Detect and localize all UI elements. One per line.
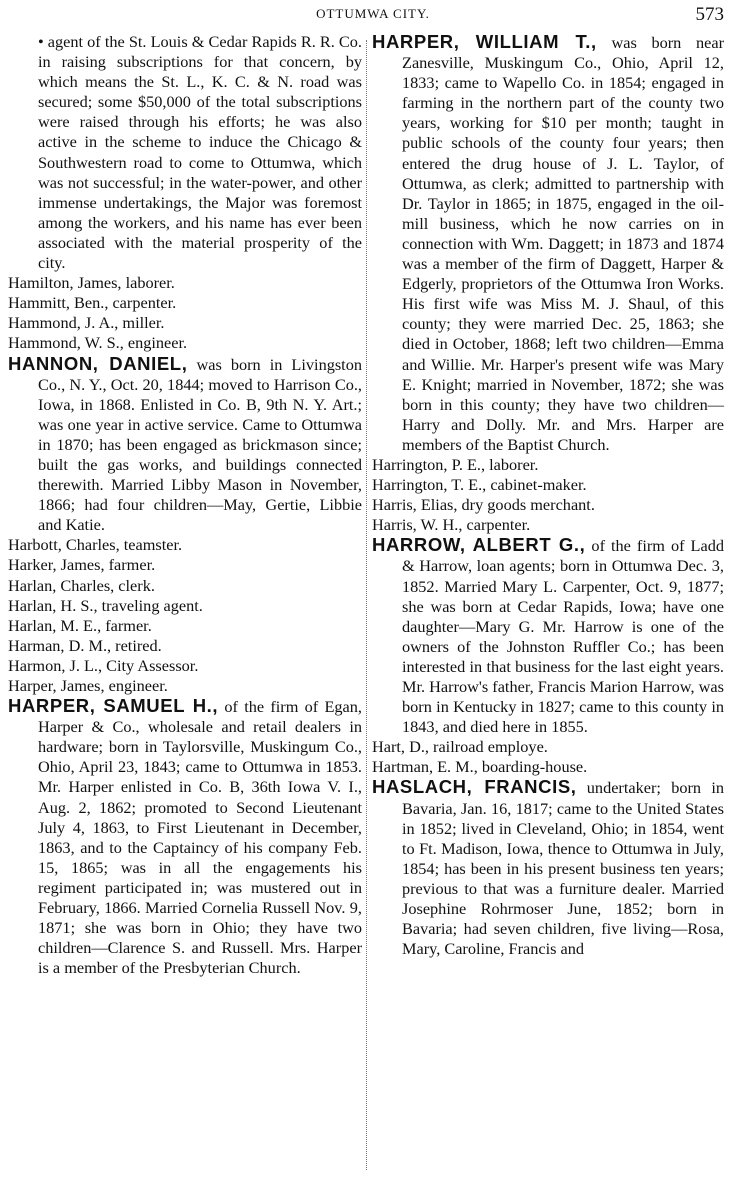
directory-entry: Harrington, T. E., cabinet-maker. [372, 475, 587, 495]
left-column [8, 32, 362, 978]
biography-text: of the firm of Ladd & Harrow, loan agents; born in Ottumwa Dec. 3, 1852. Married Mary L. Carpenter, Oct. 9, 1877; she was born at Cedar Rapids, Iowa; have one daughter—Mary G. Mr. Harrow is one of the owners of the Johnston Ruffler Co.; has been interested in that business for the last eight years. Mr. Harrow's father, Francis Marion Harrow, was born in Kentucky in 1827; came to this county in 1843, and died here in 1855. [402, 536, 725, 737]
directory-entry: Hartman, E. M., boarding-house. [372, 757, 588, 777]
biography-entry-harrow [372, 535, 724, 737]
biography-text: of the firm of Egan, Harper & Co., wholesale and retail dealers in hardware; born in Taylorsville, Muskingum Co., Ohio, April 23, 1843; came to Ottumwa in 1853. Mr. Harper enlisted in Co. B, 36th Iowa V. I., Aug. 2, 1862; promoted to Second Lieutenant July 4, 1863, to First Lieutenant in December, 1863, and to the Captaincy of his company Feb. 15, 1865; was in all the engagements his regiment participated in; was mustered out in February, 1866. Married Cornelia Russell Nov. 9, 1871; she was born in Ohio; they have two children—Clarence S. and Russell. Mrs. Harper is a member of the Presbyterian Church. [38, 697, 362, 978]
directory-entry: Harlan, M. E., farmer. [8, 615, 152, 635]
biography-text: undertaker; born in Bavaria, Jan. 16, 1817; came to the United States in 1852; lived in Cleveland, Ohio; in 1854, went to Ft. Madison, Iowa, thence to Ottumwa in July, 1854; has been in his present business ten years; previous to that was a furniture dealer. Married Josephine Rohrmoser June, 1852; born in Bavaria; had seven children, five living—Rosa, Mary, Caroline, Francis and [402, 778, 724, 959]
running-title: OTTUMWA CITY. [316, 6, 430, 21]
directory-entry: Hammitt, Ben., carpenter. [8, 293, 177, 313]
biography-entry-haslach [372, 777, 724, 959]
directory-entry: Harris, Elias, dry goods merchant. [372, 495, 595, 515]
directory-entry: Harlan, Charles, clerk. [8, 575, 155, 595]
biography-entry-hannon [8, 354, 362, 536]
directory-entry: Harrington, P. E., laborer. [372, 454, 539, 474]
biography-name: HARPER, SAMUEL H., [8, 695, 219, 717]
directory-entry: Hammond, W. S., engineer. [8, 333, 188, 353]
directory-entry: Hammond, J. A., miller. [8, 313, 165, 333]
column-divider [366, 40, 368, 1170]
directory-entry: Hamilton, James, laborer. [8, 273, 175, 293]
directory-entry: Hart, D., railroad employe. [372, 737, 548, 757]
biography-entry-harper-william [372, 32, 724, 455]
directory-entry: Harman, D. M., retired. [8, 635, 162, 655]
page-header [0, 4, 746, 26]
biography-name: HANNON, DANIEL, [8, 352, 188, 374]
biography-name: HARPER, WILLIAM T., [372, 31, 597, 52]
directory-entry: Harlan, H. S., traveling agent. [8, 595, 203, 615]
biography-text: was born in Livingston Co., N. Y., Oct. 20, 1844; moved to Harrison Co., Iowa, in 1868. Enlisted in Co. B, 9th N. Y. Art.; was one year in active service. Came to Ottumwa in 1870; has been engaged as brickmason since; built the gas works, and buildings connected therewith. Married Libby Mason in November, 1866; had four children—May, Gertie, Libbie and Katie. [38, 354, 362, 535]
directory-entry: Harker, James, farmer. [8, 555, 156, 575]
continued-entry-text: • agent of the St. Louis & Cedar Rapids R. R. Co. in raising subscriptions for that concern, by which means the St. L., K. C. & N. road was secured; some $50,000 of the total subscriptions were raised through his efforts; he was also active in the scheme to induce the Chicago & Southwestern road to come to Ottumwa, which was not successful; in the water-power, and other immense undertakings, the Major was foremost among the workers, and his name has ever been associated with the material prosperity of the city. [38, 32, 362, 273]
biography-entry-harper-samuel [8, 696, 362, 978]
directory-entry: Harris, W. H., carpenter. [372, 515, 531, 535]
directory-entry: Harmon, J. L., City Assessor. [8, 655, 199, 675]
biography-name: HASLACH, FRANCIS, [372, 776, 577, 798]
directory-entry: Harper, James, engineer. [8, 676, 168, 695]
directory-entry: Harbott, Charles, teamster. [8, 535, 183, 555]
right-column [372, 32, 724, 959]
biography-name: HARROW, ALBERT G., [372, 534, 586, 556]
page-number: 573 [695, 4, 724, 25]
biography-text: was born near Zanesville, Muskingum Co., Ohio, April 12, 1833; came to Wapello Co. in 1854; engaged in farming in the northern part of the county two years, working for $10 per month; taught in public schools of the county four years; then entered the drug house of J. L. Taylor, of Ottumwa, as clerk; admitted to partnership with Dr. Taylor in 1865; in 1875, engaged in the oil-mill business, which he now carries on in connection with Wm. Daggett; in 1873 and 1874 was a member of the firm of Daggett, Harper & Edgerly, proprietors of the Ottumwa Iron Works. His first wife was Miss M. J. Shaul, of this county; they were married Dec. 25, 1863; she died in October, 1868; left two children—Emma and Willie. Mr. Harper's present wife was Mary E. Knight; married in November, 1872; she was born in this county; they have two children—Harry and Dolly. Mr. and Mrs. Harper are members of the Baptist Church. [402, 33, 724, 454]
